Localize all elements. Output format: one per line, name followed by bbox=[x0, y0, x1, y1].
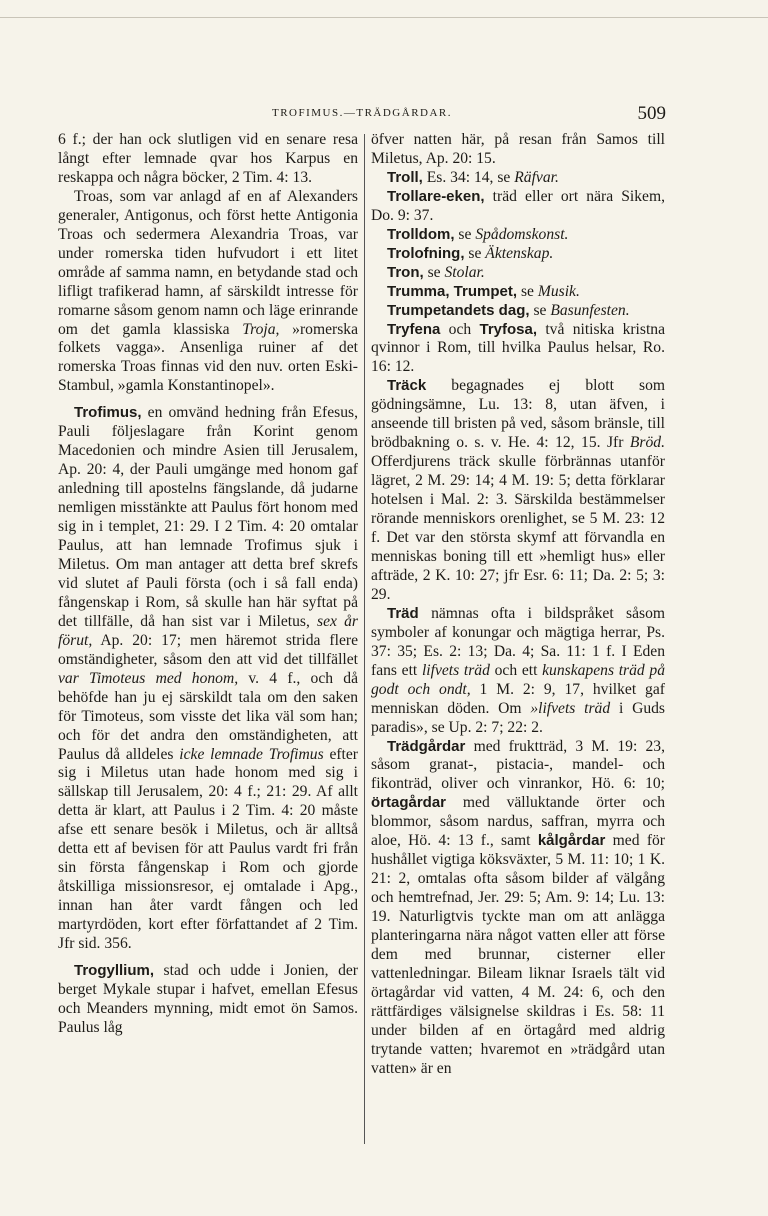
running-title: TROFIMUS.—TRÄDGÅRDAR. bbox=[271, 107, 453, 119]
entry-tradgardar: Trädgårdar med fruktträd, 3 M. 19: 23, såsom granat-, pistacia-, mandel- och fikonträd, oliver och vinrankor, Hö. 6: 10; örtagårdar med välluktande örter och blommor, såsom nardus, saffran, myrra och aloe, Hö. 4: 13 f., samt kålgårdar med för hushållet vigtiga köksväxter, 5 M. 11: 10; 1 K. 21: 2, omtalas ofta såsom bilder af välgång och hemtrefnad, Jer. 29: 5; Am. 9: 14; Lu. 13: 19. Naturligtvis tyckte man om att anlägga planteringarna nära något vatten eller att förse dem med brunnar, cisterner eller vattenledningar. Bileam liknar Israels tält vid örtagårdar vid vatten, 4 M. 24: 6, och den rättfärdiges välsignelse skildras i Es. 58: 11 under bilden af en örtagård med aldrig trytande vatten; hvaremot en »trädgård utan vatten» är en bbox=[371, 737, 665, 1077]
entry-tryfena: Tryfena och Tryfosa, två nitiska kristna qvinnor i Rom, till hvilka Paulus helsar, Ro. 16: 12. bbox=[371, 320, 665, 376]
entry-trollare-eken: Trollare-eken, träd eller ort nära Sikem, Do. 9: 37. bbox=[371, 187, 665, 224]
paragraph-timotheus-continued: 6 f.; der han ock slutligen vid en senare resa långt efter lemnade qvar hos Karpus en reskappa och några böcker, 2 Tim. 4: 13. bbox=[58, 131, 358, 186]
paragraph-troas: Troas, som var anlagd af en af Alexanders generaler, Antigonus, och först hette Antigonia Troas och sedermera Alexandria Troas, var under romerska tiden hufvudort i ett litet område af samma namn, en betydande stad och lifligt trafikerad hamn, af särskildt intresse för romarne såsom genom namn och läge erinrande om det gamla klassiska Troja, »romerska folkets vagga». Ansenliga ruiner af det romerska Troas finnas vid den nuv. orten Eski-Stambul, »gamla Konstantinopel». bbox=[58, 187, 358, 395]
headword-trogyllium: Trogyllium, bbox=[74, 961, 155, 979]
page-number: 509 bbox=[637, 103, 666, 124]
right-column bbox=[371, 131, 665, 1161]
entry-troll: Troll, Es. 34: 14, se Räfvar. bbox=[387, 168, 559, 186]
entry-trumma: Trumma, Trumpet, se Musik. bbox=[387, 282, 580, 300]
entry-trad: Träd nämnas ofta i bildspråket såsom symboler af konungar och mägtiga herrar, Ps. 37: 35; Es. 2: 13; Da. 4; Sa. 11: 1 f. I Eden fans ett lifvets träd och ett kunskapens träd på godt och ondt, 1 M. 2: 9, 17, hvilket gaf menniskan döden. Om »lifvets träd i Guds paradis», se Up. 2: 7; 22: 2. bbox=[371, 604, 665, 736]
entry-trogyllium: Trogyllium, stad och udde i Jonien, der berget Mykale stupar i hafvet, emellan Efesus och Meanders mynning, midt emot ön Samos. Paulus låg bbox=[58, 961, 358, 1036]
page-header bbox=[58, 103, 666, 127]
top-rule bbox=[0, 17, 768, 18]
paragraph-trogyllium-continued: öfver natten här, på resan från Samos till Miletus, Ap. 20: 15. bbox=[371, 131, 665, 167]
headword-trofimus: Trofimus, bbox=[74, 404, 142, 422]
entry-track: Träck begagnades ej blott som gödningsämne, Lu. 13: 8, utan äfven, i anseende till bristen på ved, såsom bränsle, till brödbakning o. s. v. He. 4: 12, 15. Jfr Bröd. Offerdjurens träck skulle förbrännas utanför lägret, 2 M. 29: 14; 4 M. 19: 5; detta förklarar hotelsen i Mal. 2: 3. Särskilda bestämmelser rörande menniskors orenlighet, se 5 M. 23: 12 f. Det var den största skymf att förvandla en menniskas boning till ett »hemligt hus» eller afträde, 2 K. 10: 27; jfr Esr. 6: 11; Da. 2: 5; 3: 29. bbox=[371, 377, 665, 603]
entry-trolofning: Trolofning, se Äktenskap. bbox=[387, 244, 554, 262]
entry-tron: Tron, se Stolar. bbox=[387, 263, 485, 281]
entry-trumpetandets-dag: Trumpetandets dag, se Basunfesten. bbox=[387, 301, 630, 319]
entry-trofimus: Trofimus, en omvänd hedning från Efesus, Pauli följeslagare från Korint genom Macedonien och mindre Asien till Jerusalem, Ap. 20: 4, der Pauli umgänge med honom gaf anledning till apostelns fängslande, då judarne nemligen misstänkte att Paulus fört honom med sig in i templet, 21: 29. I 2 Tim. 4: 20 omtalar Paulus, att han lemnade Trofimus sjuk i Miletus. Om man antager att detta bref skrefs vid slutet af Pauli första (och i så fall enda) fångenskap i Rom, så skulle han här syftat på det tillfälle, då han sist var i Miletus, sex år förut, Ap. 20: 17; men häremot strida flere omständigheter, såsom den att vid det tillfället var Timoteus med honom, v. 4 f., och då behöfde han ju ej särskildt tala om den saken för Timoteus, som visste det lika väl som han; och för det andra den omständigheten, att Paulus då alldeles icke lemnade Trofimus efter sig i Miletus utan hade honom med sig i sällskap till Jerusalem, 20: 4 f.; 21: 29. Af allt detta är klart, att Paulus i 2 Tim. 4: 20 måste afse ett senare besök i Miletus, och är alltså detta ett af bevisen för att Paulus vardt fri från sin första fångenskap i Rom och gjorde åtskilliga missionsresor, ej omtalade i Apg., innan han åter vardt fången och led martyrdöden, kort efter författandet af 2 Tim. Jfr sid. 356. bbox=[58, 404, 358, 953]
column-divider bbox=[364, 134, 365, 1144]
left-column bbox=[58, 131, 358, 1161]
entry-trolldom: Trolldom, se Spådomskonst. bbox=[387, 225, 569, 243]
